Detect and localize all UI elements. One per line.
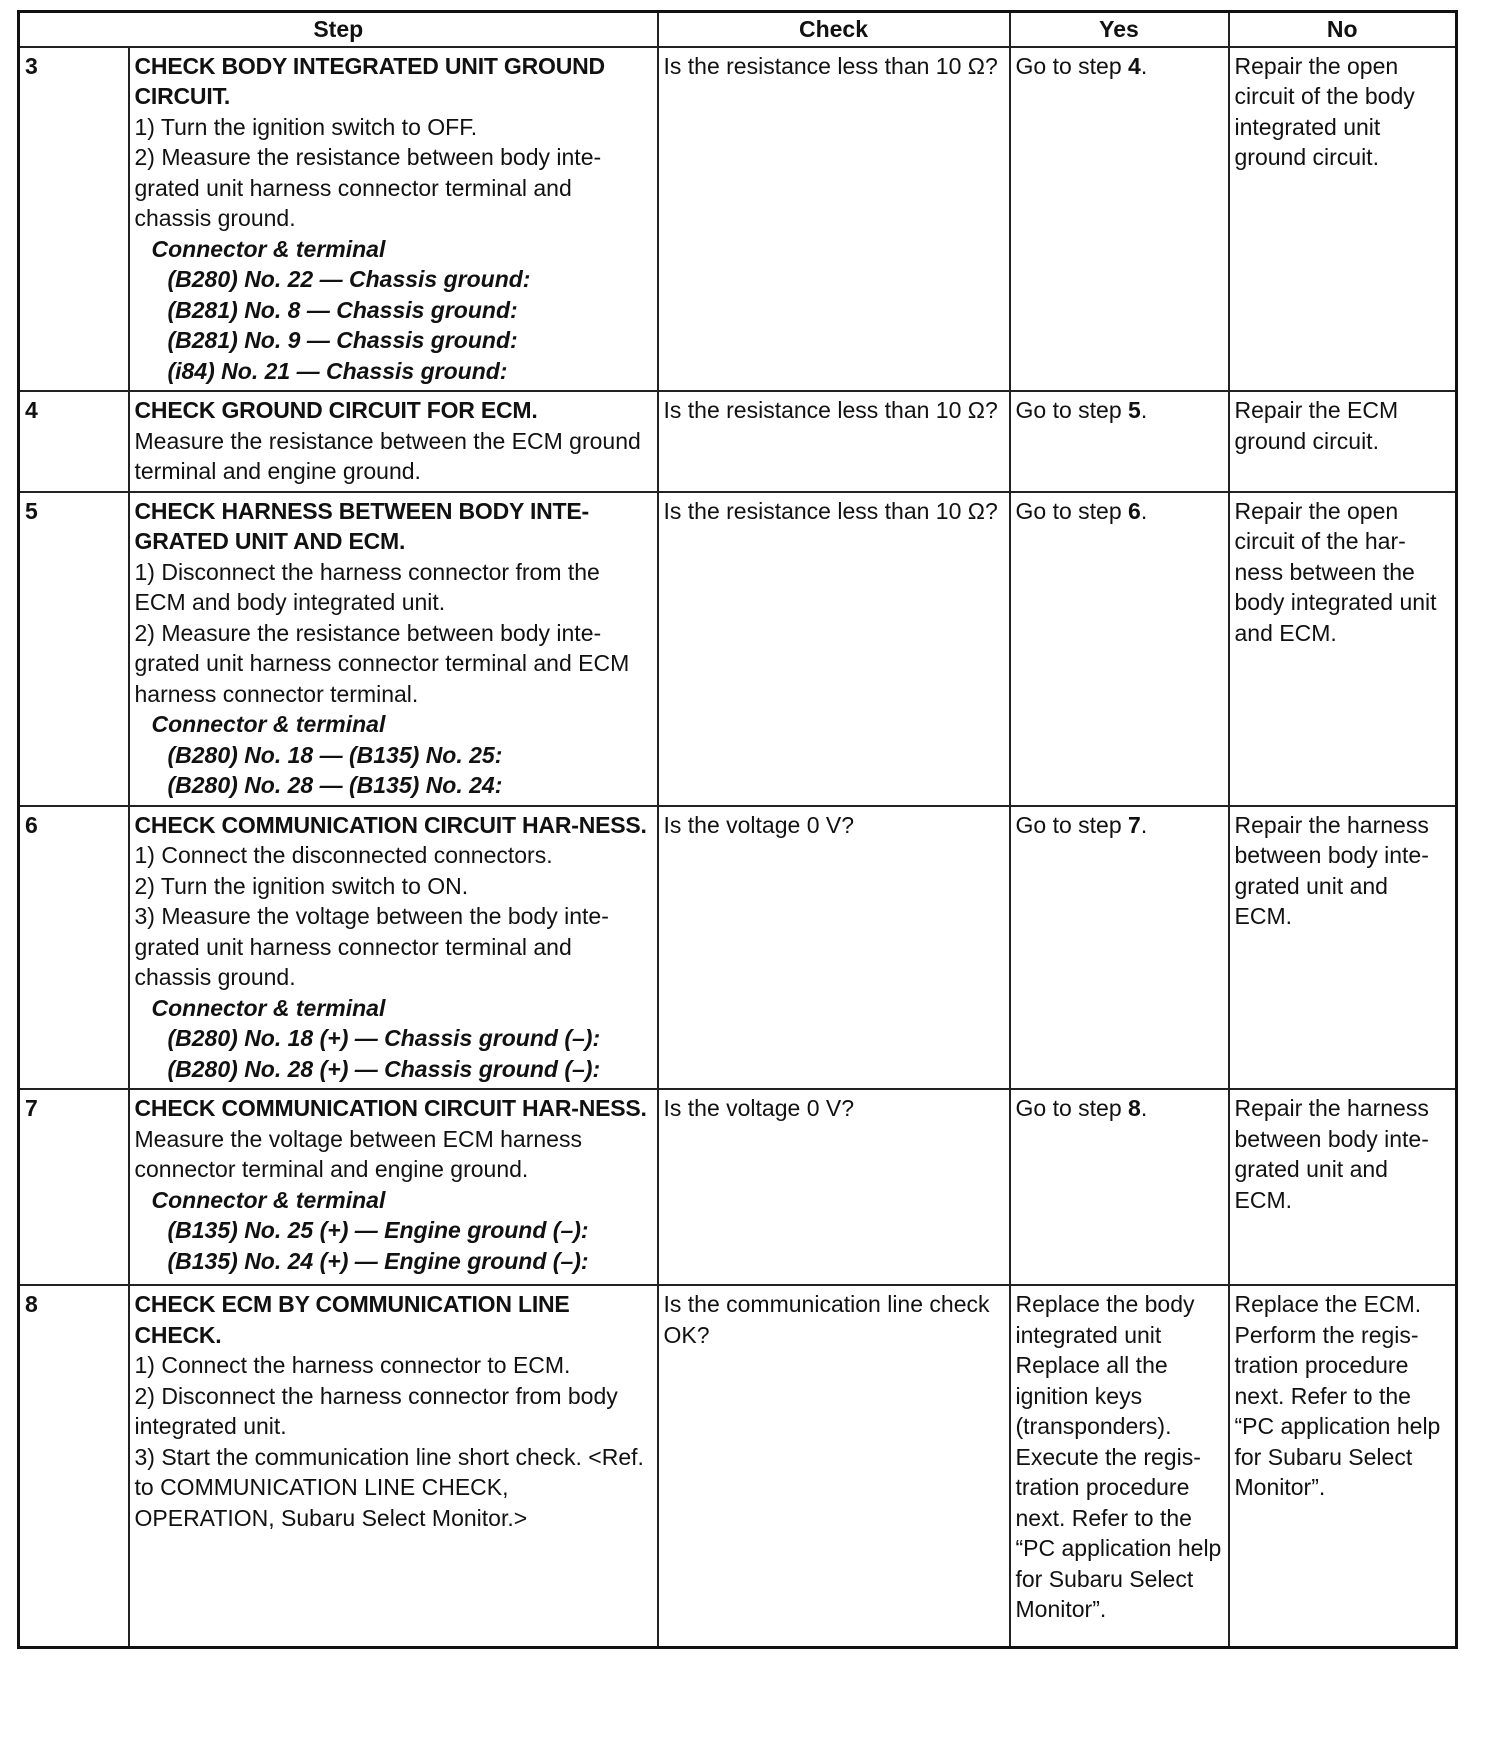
step-instruction: 2) Turn the ignition switch to ON. — [134, 872, 469, 899]
connector-heading: Connector & terminal — [151, 1186, 386, 1213]
step-description — [129, 1089, 658, 1285]
step-description — [129, 391, 658, 492]
table-row — [19, 806, 1457, 1090]
step-title: CHECK GROUND CIRCUIT FOR ECM. — [134, 397, 538, 423]
yes-line: Replace the body integrated unit — [1015, 1291, 1195, 1348]
connector-terminal: (B280) No. 28 (+) — Chassis ground (–): — [167, 1055, 601, 1082]
check-question: Is the voltage 0 V? — [658, 1089, 1010, 1285]
yes-action — [1010, 492, 1229, 806]
step-title: CHECK BODY INTEGRATED UNIT GROUND CIRCUIT. — [134, 52, 605, 109]
yes-prefix: Go to step — [1015, 497, 1129, 524]
table-row — [19, 391, 1457, 492]
no-action: Repair the harness between body inte-grated unit and ECM. — [1229, 806, 1457, 1090]
yes-action — [1010, 1089, 1229, 1285]
yes-action — [1010, 1285, 1229, 1647]
table-header-row — [19, 12, 1457, 47]
step-instruction: Measure the voltage between ECM harness connector terminal and engine ground. — [134, 1125, 582, 1182]
no-action: Repair the open circuit of the har-ness between the body integrated unit and ECM. — [1229, 492, 1457, 806]
yes-action — [1010, 47, 1229, 392]
step-number: 6 — [19, 806, 129, 1090]
step-title: CHECK COMMUNICATION CIRCUIT HAR-NESS. — [134, 811, 647, 838]
table-row — [19, 492, 1457, 806]
yes-prefix: Go to step — [1015, 811, 1129, 838]
step-instruction: 1) Turn the ignition switch to OFF. — [134, 113, 478, 140]
step-description — [129, 492, 658, 806]
check-question: Is the resistance less than 10 Ω? — [658, 391, 1010, 492]
connector-terminal: (B135) No. 24 (+) — Engine ground (–): — [167, 1247, 589, 1274]
step-instruction: 2) Measure the resistance between body inte-grated unit harness connector terminal and ECM harness connector terminal. — [134, 619, 630, 707]
yes-prefix: Go to step — [1015, 52, 1129, 79]
step-instruction: 2) Measure the resistance between body inte-grated unit harness connector terminal and chassis ground. — [134, 144, 602, 231]
no-action: Repair the ECM ground circuit. — [1229, 391, 1457, 492]
no-action: Repair the harness between body inte-grated unit and ECM. — [1229, 1089, 1457, 1285]
step-description — [129, 1285, 658, 1647]
yes-step-number: 5 — [1128, 397, 1141, 423]
check-question: Is the resistance less than 10 Ω? — [658, 47, 1010, 392]
header-check: Check — [658, 12, 1010, 47]
yes-prefix: Go to step — [1015, 397, 1129, 423]
yes-step-number: 4 — [1128, 52, 1141, 79]
step-instruction: 2) Disconnect the harness connector from body integrated unit. — [134, 1382, 618, 1439]
step-number: 5 — [19, 492, 129, 806]
yes-action — [1010, 806, 1229, 1090]
table-row — [19, 1285, 1457, 1647]
step-instruction: 1) Connect the harness connector to ECM. — [134, 1352, 571, 1378]
yes-step-number: 8 — [1128, 1095, 1141, 1121]
connector-terminal: (B281) No. 8 — Chassis ground: — [167, 296, 518, 323]
check-question: Is the resistance less than 10 Ω? — [658, 492, 1010, 806]
yes-suffix: . — [1140, 811, 1148, 838]
table-body — [19, 47, 1457, 1648]
step-instruction: 1) Connect the disconnected connectors. — [134, 842, 553, 868]
step-number: 7 — [19, 1089, 129, 1285]
yes-suffix: . — [1140, 52, 1148, 79]
header-no: No — [1229, 12, 1457, 47]
step-title: CHECK HARNESS BETWEEN BODY INTE-GRATED UNIT AND ECM. — [134, 497, 589, 554]
connector-terminal: (B280) No. 18 — (B135) No. 25: — [167, 741, 503, 768]
check-question: Is the voltage 0 V? — [658, 806, 1010, 1090]
yes-step-number: 6 — [1128, 497, 1141, 524]
step-instruction: Measure the resistance between the ECM ground terminal and engine ground. — [134, 427, 641, 484]
connector-heading: Connector & terminal — [151, 994, 386, 1021]
step-title: CHECK ECM BY COMMUNICATION LINE CHECK. — [134, 1291, 570, 1348]
yes-line: Replace all the ignition keys (transponders). Execute the regis-tration procedure next. Refer to the “PC application help for Subaru Select Monitor”. — [1015, 1352, 1222, 1622]
step-number: 4 — [19, 391, 129, 492]
connector-terminal: (B135) No. 25 (+) — Engine ground (–): — [167, 1217, 589, 1243]
yes-suffix: . — [1140, 397, 1148, 423]
table-row — [19, 1089, 1457, 1285]
step-instruction: 3) Start the communication line short check. <Ref. to COMMUNICATION LINE CHECK, OPERATION, Subaru Select Monitor.> — [134, 1443, 644, 1531]
connector-terminal: (i84) No. 21 — Chassis ground: — [167, 357, 508, 384]
no-action: Repair the open circuit of the body integrated unit ground circuit. — [1229, 47, 1457, 392]
yes-suffix: . — [1140, 1095, 1148, 1121]
step-number: 3 — [19, 47, 129, 392]
check-question: Is the communication line check OK? — [658, 1285, 1010, 1647]
no-action: Replace the ECM. Perform the regis-tration procedure next. Refer to the “PC application help for Subaru Select Monitor”. — [1229, 1285, 1457, 1647]
step-title: CHECK COMMUNICATION CIRCUIT HAR-NESS. — [134, 1095, 647, 1121]
diagnostic-table — [17, 10, 1458, 1649]
step-number: 8 — [19, 1285, 129, 1647]
step-description — [129, 47, 658, 392]
step-instruction: 3) Measure the voltage between the body inte-grated unit harness connector terminal and chassis ground. — [134, 903, 609, 990]
connector-terminal: (B280) No. 18 (+) — Chassis ground (–): — [167, 1025, 601, 1051]
step-description — [129, 806, 658, 1090]
yes-action — [1010, 391, 1229, 492]
connector-terminal: (B280) No. 28 — (B135) No. 24: — [167, 772, 503, 798]
step-instruction: 1) Disconnect the harness connector from the ECM and body integrated unit. — [134, 558, 600, 615]
connector-heading: Connector & terminal — [151, 235, 386, 262]
header-yes: Yes — [1010, 12, 1229, 47]
connector-heading: Connector & terminal — [151, 711, 386, 737]
diagnostic-procedure-sheet — [17, 10, 1458, 1649]
header-step: Step — [19, 12, 658, 47]
yes-step-number: 7 — [1128, 811, 1141, 838]
connector-terminal: (B280) No. 22 — Chassis ground: — [167, 266, 531, 292]
yes-suffix: . — [1140, 497, 1148, 524]
connector-terminal: (B281) No. 9 — Chassis ground: — [167, 327, 518, 353]
table-row — [19, 47, 1457, 392]
yes-prefix: Go to step — [1015, 1095, 1129, 1121]
